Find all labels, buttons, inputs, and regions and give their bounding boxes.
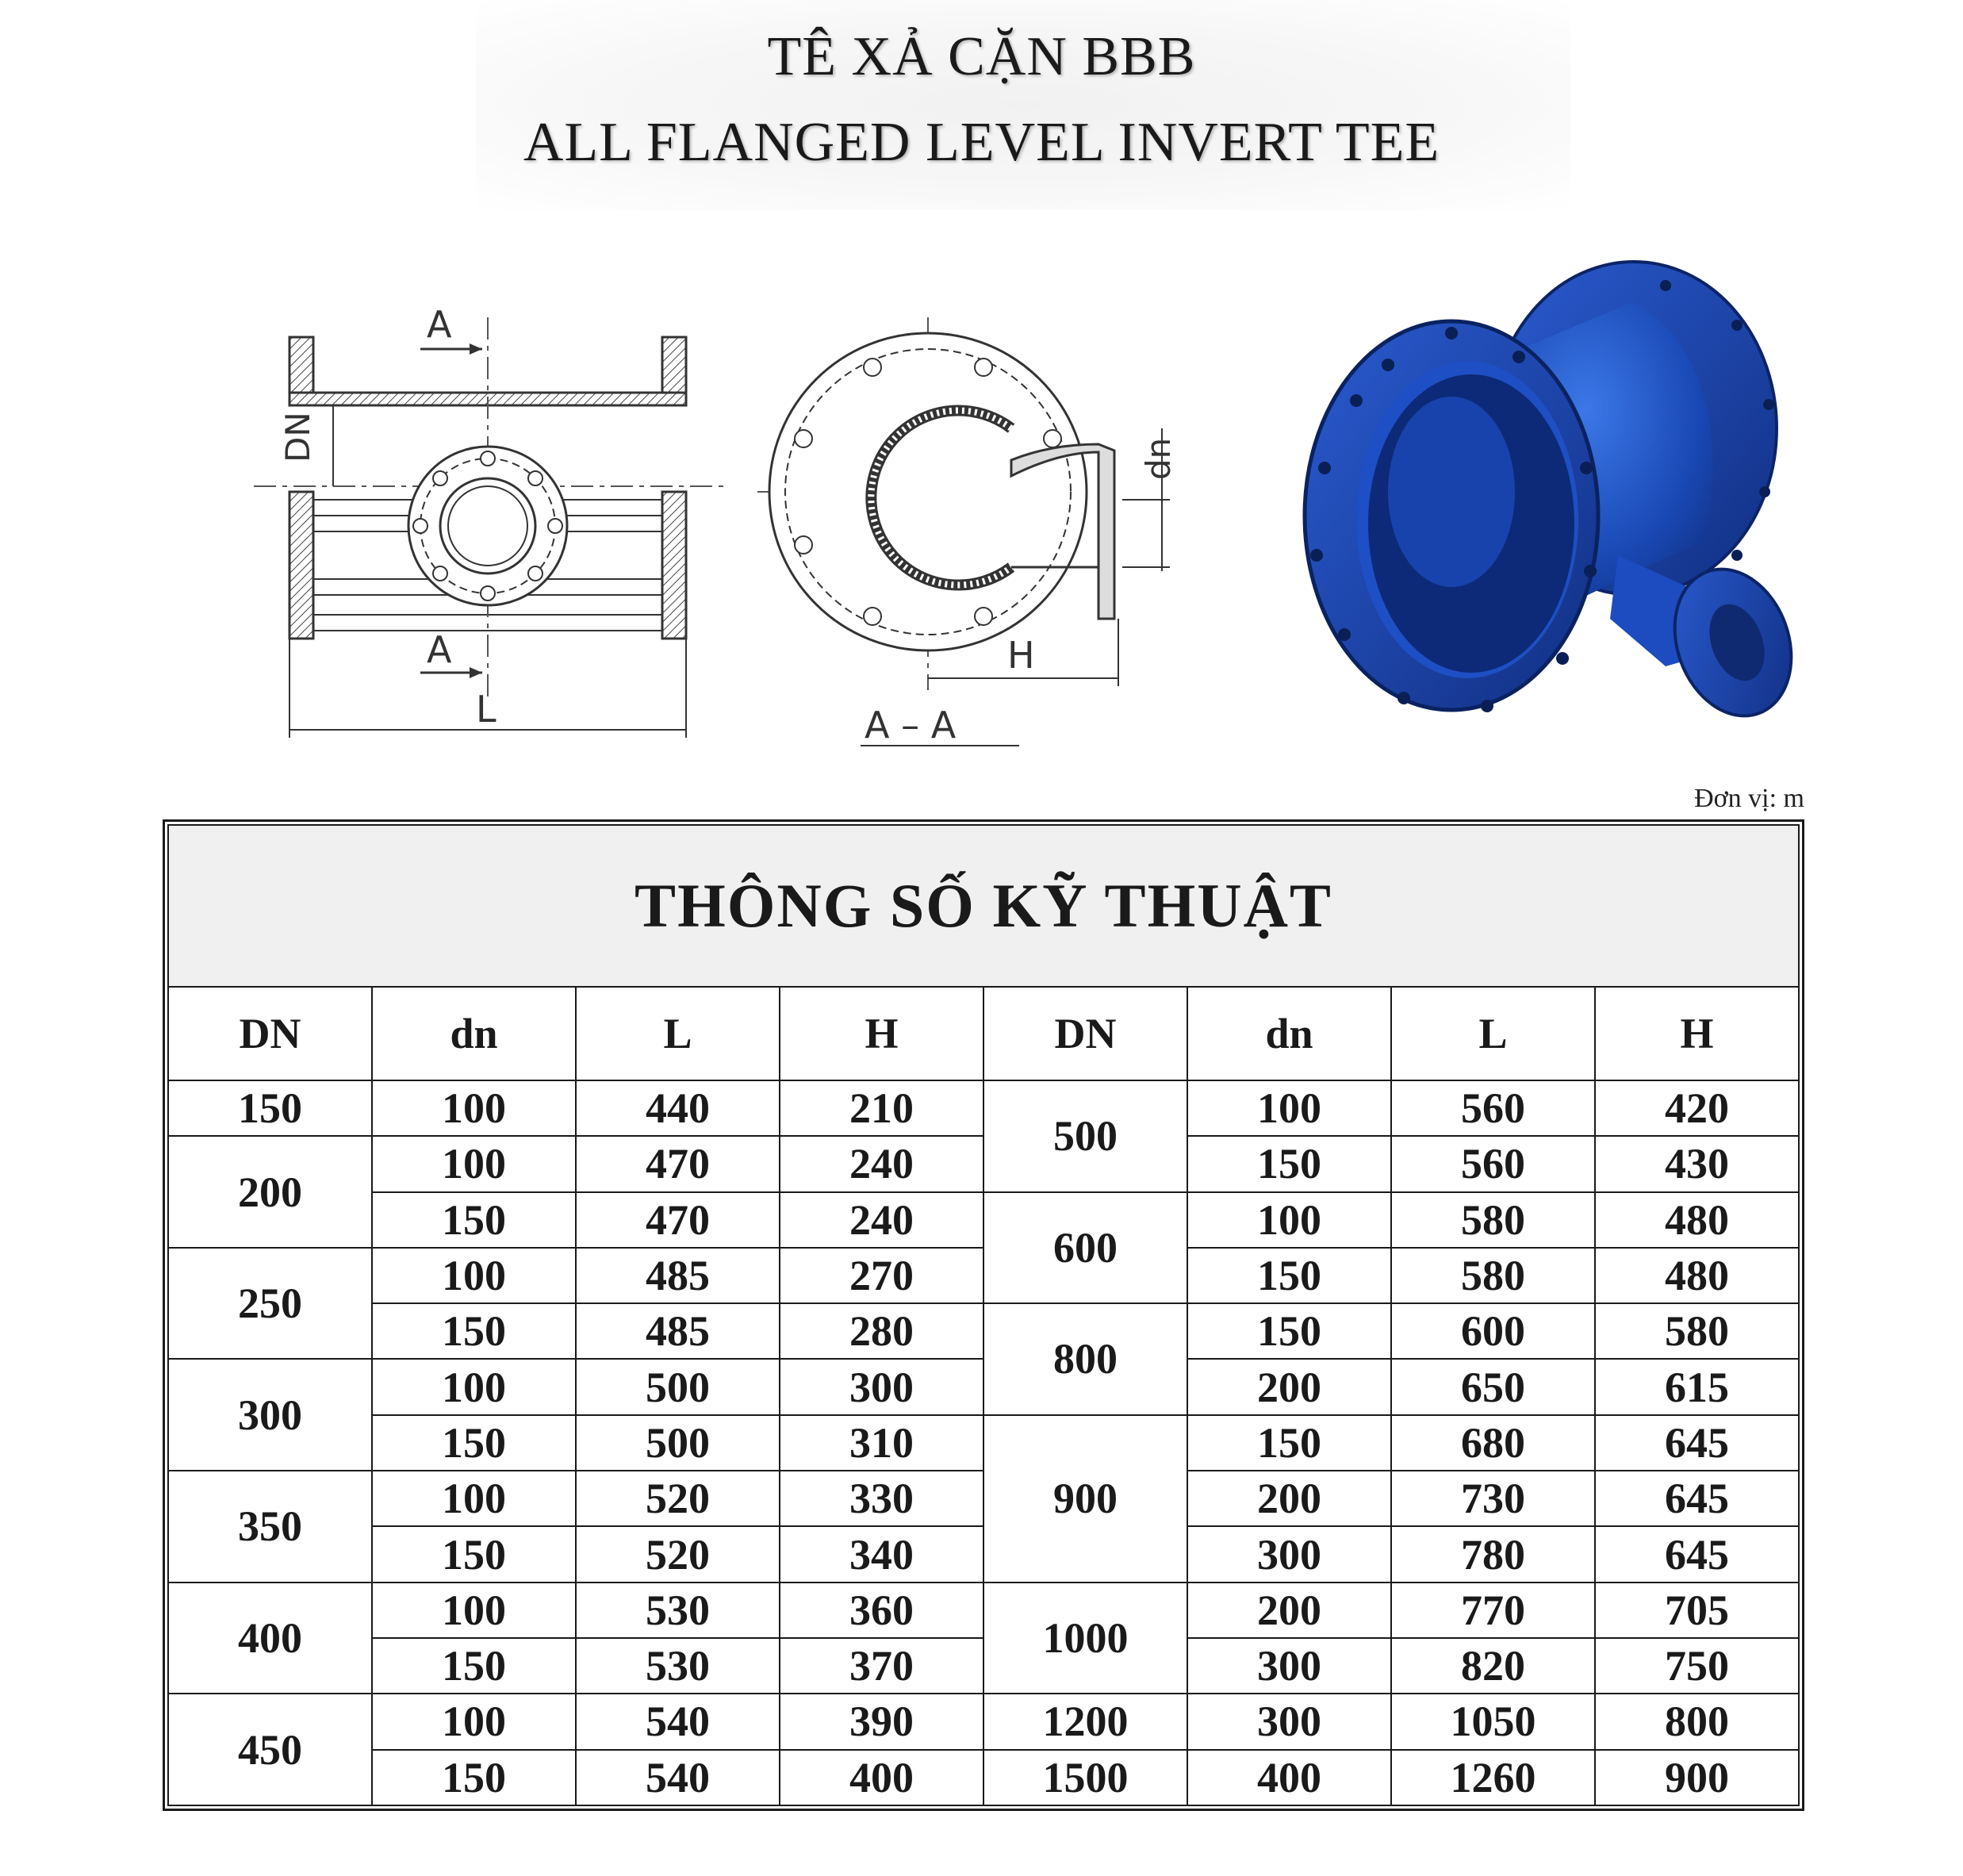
cell-branch-dn: 150	[1187, 1248, 1391, 1303]
cell-length: 500	[576, 1415, 780, 1471]
cell-length: 1260	[1391, 1750, 1595, 1805]
cell-length: 485	[576, 1248, 780, 1303]
cell-height: 280	[780, 1303, 983, 1359]
cell-length: 730	[1391, 1471, 1595, 1526]
cell-length: 820	[1391, 1638, 1595, 1694]
cell-height: 370	[780, 1638, 983, 1694]
cell-height: 420	[1595, 1080, 1799, 1136]
cell-length: 520	[576, 1471, 780, 1526]
column-header: DN	[983, 987, 1187, 1080]
column-header: dn	[1187, 987, 1391, 1080]
cell-branch-dn: 100	[372, 1694, 576, 1749]
spec-table	[167, 824, 1800, 1806]
title-english: ALL FLANGED LEVEL INVERT TEE	[523, 112, 1440, 173]
cell-branch-dn: 400	[1187, 1750, 1391, 1805]
cell-branch-dn: 150	[1187, 1415, 1391, 1471]
cell-dn: 500	[983, 1080, 1187, 1192]
cell-dn: 300	[168, 1359, 372, 1471]
column-header: DN	[168, 987, 372, 1080]
table-row	[168, 1080, 1799, 1136]
cell-length: 530	[576, 1638, 780, 1694]
cell-branch-dn: 150	[1187, 1136, 1391, 1191]
table-header-row	[168, 987, 1799, 1080]
cell-length: 560	[1391, 1080, 1595, 1136]
table-row	[168, 1192, 1799, 1248]
cell-branch-dn: 100	[1187, 1192, 1391, 1248]
table-row	[168, 1694, 1799, 1749]
length-label: L	[476, 688, 497, 731]
table-row	[168, 1750, 1799, 1805]
cell-height: 800	[1595, 1694, 1799, 1749]
cell-dn: 450	[168, 1694, 372, 1805]
cell-length: 470	[576, 1136, 780, 1191]
section-label: A – A	[865, 704, 957, 746]
cell-length: 580	[1391, 1248, 1595, 1303]
cell-length: 530	[576, 1583, 780, 1638]
cell-dn: 150	[168, 1080, 372, 1136]
column-header: H	[1595, 987, 1799, 1080]
cell-height: 270	[780, 1248, 983, 1303]
spec-table-frame	[163, 819, 1804, 1811]
cell-branch-dn: 100	[372, 1359, 576, 1414]
cell-height: 480	[1595, 1192, 1799, 1248]
title-vietnamese: TÊ XẢ CẶN BBB	[767, 26, 1196, 87]
cell-height: 900	[1595, 1750, 1799, 1805]
unit-note: Đơn vị: m	[1694, 784, 1804, 813]
cell-dn: 800	[983, 1303, 1187, 1415]
table-body	[168, 1080, 1799, 1805]
cell-length: 500	[576, 1359, 780, 1414]
cell-dn: 200	[168, 1136, 372, 1248]
cell-length: 680	[1391, 1415, 1595, 1471]
cell-height: 330	[780, 1471, 983, 1526]
cell-dn: 1000	[983, 1583, 1187, 1694]
cell-length: 650	[1391, 1359, 1595, 1414]
cell-dn: 600	[983, 1192, 1187, 1304]
cell-branch-dn: 300	[1187, 1638, 1391, 1694]
column-header: L	[576, 987, 780, 1080]
cell-height: 580	[1595, 1303, 1799, 1359]
cell-height: 430	[1595, 1136, 1799, 1191]
cell-length: 540	[576, 1750, 780, 1805]
cell-dn: 400	[168, 1583, 372, 1694]
cell-branch-dn: 100	[372, 1080, 576, 1136]
cell-height: 310	[780, 1415, 983, 1471]
cell-length: 780	[1391, 1526, 1595, 1582]
cell-branch-dn: 150	[372, 1303, 576, 1359]
table-row	[168, 1415, 1799, 1471]
dn-major-label: DN	[278, 412, 317, 462]
cell-height: 240	[780, 1192, 983, 1248]
cell-branch-dn: 100	[372, 1471, 576, 1526]
cell-branch-dn: 150	[372, 1415, 576, 1471]
cell-height: 340	[780, 1526, 983, 1582]
column-header: L	[1391, 987, 1595, 1080]
cell-branch-dn: 100	[372, 1583, 576, 1638]
section-mark-bottom: A	[427, 628, 452, 671]
table-title: THÔNG SỐ KỸ THUẬT	[168, 825, 1799, 987]
cell-height: 390	[780, 1694, 983, 1749]
table-row	[168, 1583, 1799, 1638]
cell-branch-dn: 300	[1187, 1694, 1391, 1749]
cell-branch-dn: 200	[1187, 1359, 1391, 1414]
cell-length: 520	[576, 1526, 780, 1582]
cell-branch-dn: 150	[372, 1192, 576, 1248]
cell-height: 300	[780, 1359, 983, 1414]
cell-branch-dn: 200	[1187, 1583, 1391, 1638]
cell-height: 615	[1595, 1359, 1799, 1414]
cell-height: 400	[780, 1750, 983, 1805]
section-mark-top: A	[427, 303, 452, 346]
cell-dn: 1500	[983, 1750, 1187, 1805]
cell-branch-dn: 200	[1187, 1471, 1391, 1526]
cell-branch-dn: 150	[372, 1526, 576, 1582]
cell-height: 645	[1595, 1471, 1799, 1526]
cell-branch-dn: 150	[372, 1638, 576, 1694]
cell-length: 440	[576, 1080, 780, 1136]
front-view-drawing	[238, 301, 753, 754]
cell-height: 750	[1595, 1638, 1799, 1694]
dn-branch-label: dn	[1139, 437, 1178, 480]
column-header: dn	[372, 987, 576, 1080]
cell-height: 645	[1595, 1526, 1799, 1582]
cell-height: 480	[1595, 1248, 1799, 1303]
cell-length: 560	[1391, 1136, 1595, 1191]
cell-dn: 350	[168, 1471, 372, 1583]
cell-height: 645	[1595, 1415, 1799, 1471]
cell-dn: 1200	[983, 1694, 1187, 1749]
section-view-drawing	[750, 309, 1194, 762]
cell-branch-dn: 150	[372, 1750, 576, 1805]
cell-height: 360	[780, 1583, 983, 1638]
cell-length: 600	[1391, 1303, 1595, 1359]
cell-length: 470	[576, 1192, 780, 1248]
cell-height: 210	[780, 1080, 983, 1136]
cell-branch-dn: 100	[1187, 1080, 1391, 1136]
cell-length: 1050	[1391, 1694, 1595, 1749]
table-row	[168, 1303, 1799, 1359]
cell-height: 705	[1595, 1583, 1799, 1638]
cell-dn: 250	[168, 1248, 372, 1360]
cell-length: 540	[576, 1694, 780, 1749]
cell-height: 240	[780, 1136, 983, 1191]
cell-length: 770	[1391, 1583, 1595, 1638]
cell-dn: 900	[983, 1415, 1187, 1583]
cell-length: 485	[576, 1303, 780, 1359]
cell-branch-dn: 100	[372, 1248, 576, 1303]
product-photo	[1293, 254, 1816, 762]
cell-branch-dn: 300	[1187, 1526, 1391, 1582]
height-label: H	[1007, 634, 1035, 677]
cell-length: 580	[1391, 1192, 1595, 1248]
column-header: H	[780, 987, 983, 1080]
cell-branch-dn: 100	[372, 1136, 576, 1191]
cell-branch-dn: 150	[1187, 1303, 1391, 1359]
